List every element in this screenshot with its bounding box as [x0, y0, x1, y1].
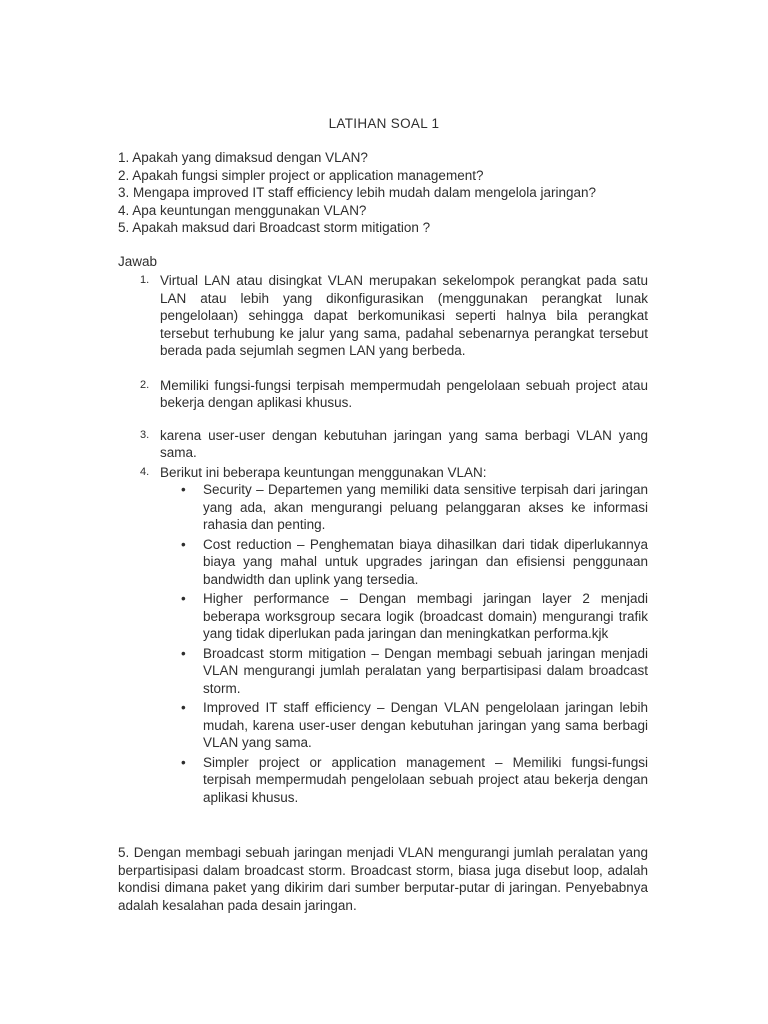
answer-text: Virtual LAN atau disingkat VLAN merupakan sekelompok perangkat pada satu LAN atau lebih yang dikonfigurasikan (menggunakan perangkat lunak pengelolaan) sehingga dapat berkomunikasi seperti halnya bila perangkat tersebut terhubung ke jalur yang sama, padahal sebenarnya perangkat tersebut berada pada sejumlah segmen LAN yang berbeda. [160, 273, 648, 358]
answers-heading: Jawab [118, 254, 158, 269]
document-title: LATIHAN SOAL 1 [328, 116, 440, 131]
benefit-item [160, 754, 648, 807]
question-item: 1. Apakah yang dimaksud dengan VLAN? [118, 150, 368, 165]
answer-item [118, 427, 648, 462]
answer-text: Memiliki fungsi-fungsi terpisah mempermudah pengelolaan sebuah project atau bekerja dengan aplikasi khusus. [160, 377, 648, 410]
answer-list [118, 272, 648, 808]
question-item: 5. Apakah maksud dari Broadcast storm mitigation ? [118, 220, 431, 235]
answer-text: karena user-user dengan kebutuhan jaringan yang sama berbagi VLAN yang sama. [160, 427, 648, 460]
question-item: 3. Mengapa improved IT staff efficiency lebih mudah dalam mengelola jaringan? [118, 185, 597, 200]
benefit-text: Simpler project or application management – Memiliki fungsi-fungsi terpisah mempermudah pengelolaan sebuah project atau bekerja dengan aplikasi khusus. [203, 754, 648, 805]
bullet-icon: • [181, 482, 186, 497]
question-list [118, 149, 678, 237]
bullet-icon: • [181, 700, 186, 715]
benefit-text: Higher performance – Dengan membagi jaringan layer 2 menjadi beberapa worksgroup secara logik (broadcast domain) mengurangi trafik yang tidak diperlukan pada jaringan dan meningkatkan performa.kjk [203, 591, 648, 641]
bullet-icon: • [181, 591, 186, 606]
bullet-icon: • [181, 536, 186, 552]
benefit-item [160, 590, 648, 643]
benefit-text: Broadcast storm mitigation – Dengan membagi sebuah jaringan menjadi VLAN mengurangi jumlah peralatan yang berpartisipasi dalam broadcast storm. [203, 645, 648, 696]
answer-number: 1. [140, 274, 150, 286]
answer-number: 2. [140, 378, 150, 391]
answer-item [118, 272, 648, 360]
answer-item [118, 377, 648, 412]
answer-item [118, 464, 648, 807]
bullet-icon: • [181, 754, 186, 770]
closing-answer: 5. Dengan membagi sebuah jaringan menjadi VLAN mengurangi jumlah peralatan yang berpartisipasi dalam broadcast storm. Broadcast storm, biasa juga disebut loop, adalah kondisi dimana paket yang dikirim dari sumber berputar-putar di jaringan. Penyebabnya adalah kesalahan pada desain jaringan. [118, 845, 648, 913]
benefit-item [160, 536, 648, 589]
benefit-item [160, 699, 648, 752]
benefit-list [160, 481, 648, 806]
answer-number: 3. [140, 428, 150, 441]
bullet-icon: • [181, 645, 186, 661]
question-item: 2. Apakah fungsi simpler project or application management? [118, 167, 484, 183]
benefit-item [160, 645, 648, 698]
benefit-item [160, 481, 648, 534]
answer-text: Berikut ini beberapa keuntungan menggunakan VLAN: [160, 464, 487, 480]
answer-number: 4. [140, 465, 150, 478]
question-item: 4. Apa keuntungan menggunakan VLAN? [118, 202, 367, 218]
benefit-text: Security – Departemen yang memiliki data sensitive terpisah dari jaringan yang ada, akan mengurangi peluang pelanggaran akses ke informasi rahasia dan penting. [203, 482, 648, 532]
benefit-text: Improved IT staff efficiency – Dengan VLAN pengelolaan jaringan lebih mudah, karena user-user dengan kebutuhan jaringan yang sama berbagi VLAN yang sama. [203, 700, 648, 750]
benefit-text: Cost reduction – Penghematan biaya dihasilkan dari tidak diperlukannya biaya yang mahal untuk upgrades jaringan dan efisiensi penggunaan bandwidth dan uplink yang tersedia. [203, 536, 648, 587]
